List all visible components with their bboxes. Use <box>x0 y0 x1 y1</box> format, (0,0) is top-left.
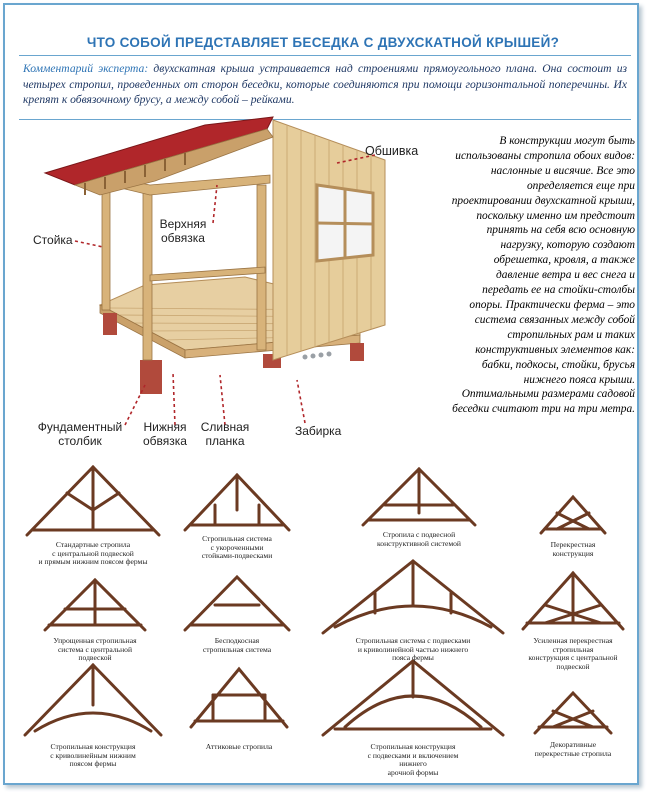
truss-caption-5: Упрощенная стропильная система с центральной подвеской <box>53 636 137 663</box>
truss-10 <box>191 669 287 727</box>
page-title: ЧТО СОБОЙ ПРЕДСТАВЛЯЕТ БЕСЕДКА С ДВУХСКАТНОЙ КРЫШЕЙ? <box>86 35 560 50</box>
side-line: наслонные и висячие. Все это <box>490 164 635 177</box>
label-stoyka: Стойка <box>33 233 73 247</box>
truss-caption-10: Аттиковые стропила <box>205 742 273 751</box>
label-sliv-2: планка <box>205 434 245 448</box>
label-obshivka: Обшивка <box>365 144 419 158</box>
comment-label: Комментарий эксперта: <box>23 62 149 75</box>
side-line: система связанных между собой <box>474 313 635 326</box>
side-line: принять на себя всю основную <box>486 224 635 237</box>
side-line: стропильных рам и таких <box>507 328 635 341</box>
side-line: передать ее на стойки-столбы <box>482 284 635 297</box>
side-line: бабки, подкосы, стойки, брусья <box>481 358 635 371</box>
truss-caption-11: Стропильная конструкция с подвесками и включением нижнего арочной формы <box>367 742 459 777</box>
truss-12 <box>535 693 611 733</box>
truss-1 <box>27 467 159 535</box>
truss-7 <box>323 561 503 633</box>
side-line: использованы стропила обоих видов: <box>455 149 635 162</box>
truss-caption-12: Декоративные перекрестные стропила <box>534 740 612 758</box>
truss-2 <box>185 475 289 530</box>
side-line: В конструкции могут быть <box>499 135 635 147</box>
truss-caption-6: Бесподкосная стропильная система <box>202 636 272 654</box>
label-nizh-2: обвязка <box>143 434 187 448</box>
label-zabirka: Забирка <box>295 424 342 438</box>
truss-8 <box>523 573 623 629</box>
truss-caption-1: Стандартные стропила с центральной подвеской и прямым нижним поясом фермы <box>38 540 148 567</box>
label-nizh-1: Нижняя <box>143 420 187 434</box>
side-line: проектировании двухскатной крыши, <box>451 194 635 207</box>
side-line: поскольку именно им предстоит <box>476 209 635 222</box>
side-line: конструктивных элементов как: <box>475 343 635 356</box>
truss-9 <box>25 665 161 735</box>
truss-caption-9: Стропильная конструкция с криволинейным нижним поясом фермы <box>50 742 136 769</box>
side-line: нижнего пояса крыши. <box>523 373 635 386</box>
truss-6 <box>185 577 289 630</box>
side-line: опоры. Практически ферма – это <box>469 298 635 311</box>
comment-text: двухскатная крыша устраивается над строениями прямоугольного плана. Она состоит из четырех стропил, проведенных от сторон беседки, которые соединяются при помощи горизонтальной поперечины. Их крепят к обвязочному брусу, а между собой – рейками. <box>23 62 628 106</box>
label-verkhnyaya-2: обвязка <box>161 231 205 245</box>
truss-4 <box>541 497 605 533</box>
truss-3 <box>363 469 475 525</box>
label-verkhnyaya-1: Верхняя <box>159 217 207 231</box>
page-frame <box>3 3 639 785</box>
truss-caption-3: Стропила с подвесной конструктивной системой <box>377 530 461 548</box>
side-line: обрешетка, кровля, а также <box>493 254 635 267</box>
side-line: нагрузку, которую создают <box>500 239 635 252</box>
truss-caption-4: Перекрестная конструкция <box>550 540 596 558</box>
side-line: давление ветра и вес снега и <box>495 269 635 282</box>
label-fund-1: Фундаментный <box>37 420 123 434</box>
side-line: определяется еще при <box>526 179 635 192</box>
side-line: беседки считают три на три метра. <box>452 403 635 416</box>
label-fund-2: столбик <box>58 434 102 448</box>
truss-caption-2: Стропильная система с укороченными стойками-подвесками <box>201 534 273 561</box>
truss-11 <box>323 661 503 735</box>
side-line: Оптимальными размерами садовой <box>461 388 635 401</box>
truss-caption-7: Стропильная система с подвесками и криволинейной частью нижнего пояса фермы <box>355 636 471 663</box>
label-sliv-1: Сливная <box>200 420 250 434</box>
truss-caption-8: Усиленная перекрестная стропильная конструкция с центральной подвеской <box>528 636 618 671</box>
truss-5 <box>45 580 145 630</box>
